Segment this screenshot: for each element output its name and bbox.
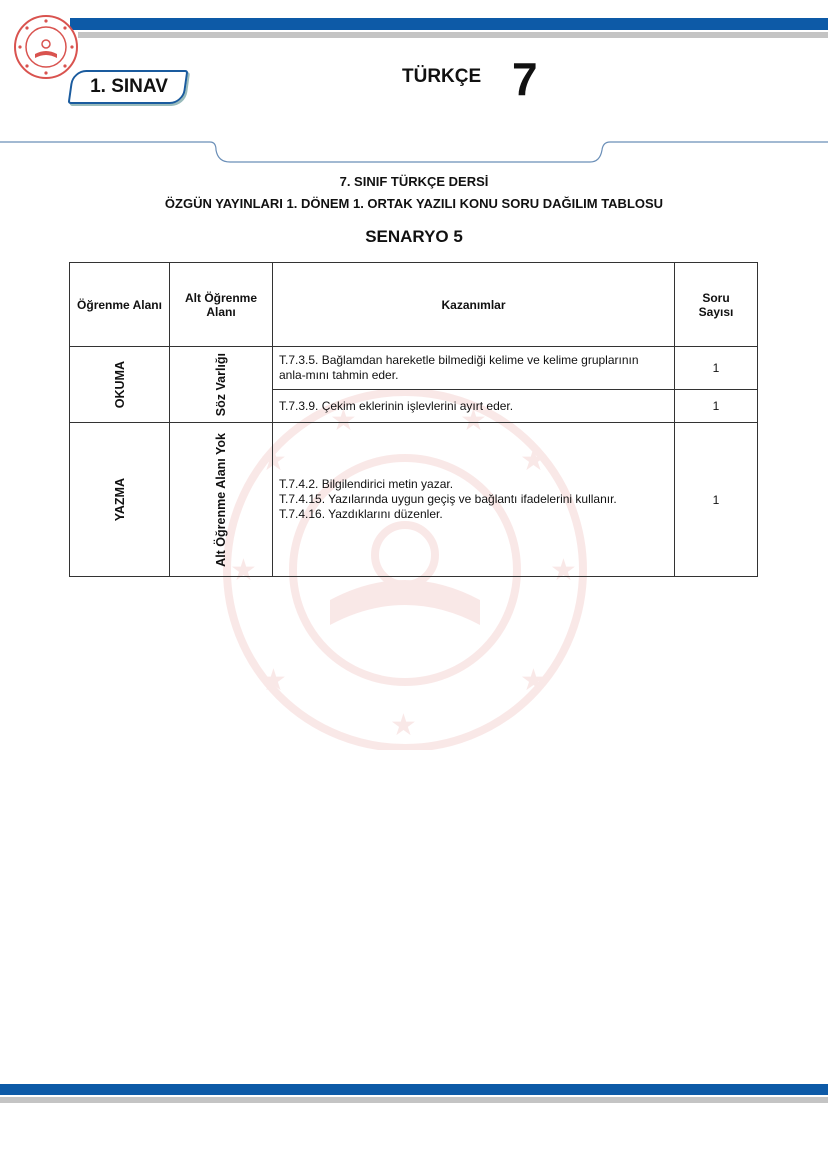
count-cell: 1 (675, 390, 758, 423)
kazanim-cell: T.7.3.9. Çekim eklerinin işlevlerini ayırt eder. (273, 390, 675, 423)
svg-text:★: ★ (260, 663, 287, 698)
scenario-title: SENARYO 5 (365, 227, 463, 246)
kazanim-line: T.7.4.2. Bilgilendirici metin yazar. (279, 477, 454, 491)
kazanim-line: T.7.4.16. Yazdıklarını düzenler. (279, 507, 443, 521)
grade-number: 7 (512, 53, 538, 105)
kazanim-cell (273, 423, 675, 577)
area-label: YAZMA (112, 477, 127, 522)
header-soru-sayisi: Soru Sayısı (675, 263, 758, 347)
area-cell (70, 423, 170, 577)
svg-text:★: ★ (330, 403, 357, 438)
header-alt-ogrenme-alani: Alt Öğrenme Alanı (170, 263, 273, 347)
area-cell (70, 347, 170, 423)
svg-text:★: ★ (230, 553, 257, 588)
svg-text:★: ★ (550, 553, 577, 588)
bottom-gray-bar (0, 1097, 828, 1103)
svg-text:★: ★ (390, 708, 417, 743)
count-cell: 1 (675, 347, 758, 390)
sub-area-cell (170, 423, 273, 577)
svg-text:★: ★ (260, 443, 287, 478)
subject-title: TÜRKÇE (402, 66, 482, 87)
count-cell: 1 (675, 423, 758, 577)
top-blue-bar (70, 18, 828, 30)
kazanim-cell: T.7.3.5. Bağlamdan hareketle bilmediği kelime ve kelime gruplarının anla-mını tahmin eder. (273, 347, 675, 390)
svg-text:★: ★ (460, 403, 487, 438)
topic-distribution-table (69, 262, 758, 577)
meb-logo (13, 14, 79, 80)
svg-text:★: ★ (520, 443, 547, 478)
sub-area-label: Söz Varlığı (214, 352, 228, 417)
bottom-blue-bar (0, 1084, 828, 1095)
svg-text:★: ★ (520, 663, 547, 698)
header-ogrenme-alani: Öğrenme Alanı (70, 263, 170, 347)
table-row (70, 423, 758, 577)
sub-area-label: Alt Öğrenme Alanı Yok (214, 432, 228, 567)
kazanim-line: T.7.4.15. Yazılarında uygun geçiş ve bağlantı ifadelerini kullanır. (279, 492, 617, 506)
table-row (70, 347, 758, 390)
doc-title-2: ÖZGÜN YAYINLARI 1. DÖNEM 1. ORTAK YAZILI KONU SORU DAĞILIM TABLOSU (164, 196, 664, 211)
top-gray-bar (78, 32, 828, 38)
header-kazanimlar: Kazanımlar (273, 263, 675, 347)
doc-title-1: 7. SINIF TÜRKÇE DERSİ (339, 174, 489, 189)
table-header-row (70, 263, 758, 347)
header-divider (0, 138, 828, 168)
area-label: OKUMA (112, 360, 127, 409)
exam-badge: 1. SINAV (90, 76, 168, 97)
sub-area-cell (170, 347, 273, 423)
